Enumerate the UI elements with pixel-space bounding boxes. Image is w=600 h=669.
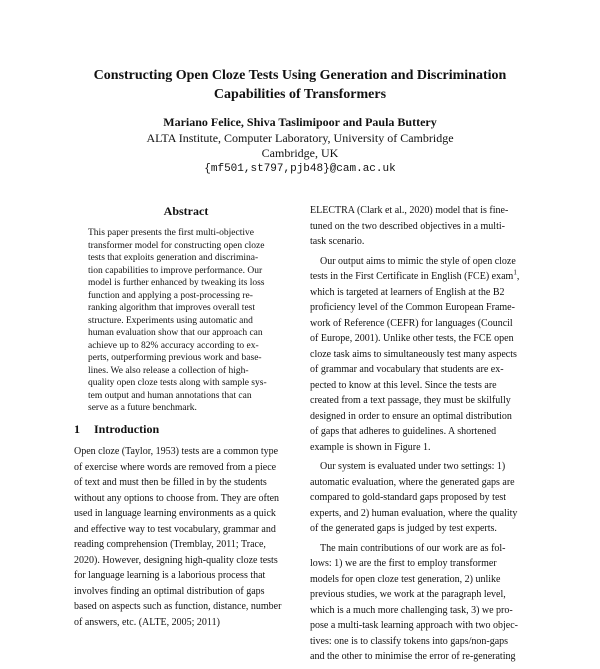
body-line: and effective way to test vocabulary, grammar and [74,523,276,535]
body-line: proficiency level of the Common European Frame- [310,302,515,313]
body-line: Our system is evaluated under two settings: 1) [320,461,506,472]
body-line: which is a much more challenging task, 3) we pro- [310,604,513,616]
body-line: models for open cloze test generation, 2) unlike [310,573,501,585]
paper-title [40,66,560,104]
body-line: compared to gold-standard gaps proposed by test [310,492,507,503]
abstract-line: ranking algorithm that improves overall test [88,303,256,313]
title-line: Capabilities of Transformers [213,87,387,102]
body-line: based on aspects such as function, distance, number [74,601,282,612]
right-column-body [310,203,534,669]
body-line: designed in order to ensure an optimal distribution [310,410,512,422]
body-line: of the generated gaps is judged by test experts. [310,523,497,534]
abstract-line: function and applying a post-processing re- [88,290,253,301]
author-block [40,115,560,177]
body-line: which is targeted at learners of English at the B2 [310,286,505,298]
body-line: cloze task aims to simultaneously test many aspects [310,348,517,360]
abstract-line: quality open cloze tests along with sample sys- [88,378,267,388]
body-line: automatic evaluation, where the generated gaps are [310,476,515,488]
abstract-line: tion capabilities to improve performance. Our [88,265,263,276]
body-line: of gaps that adheres to guidelines. A shortened [310,426,497,437]
body-line: of text and must then be filled in by the students [74,477,267,488]
affiliation-line: ALTA Institute, Computer Laboratory, University of Cambridge [146,130,454,145]
abstract-line: tests that exploits generation and discrimina- [88,253,259,263]
section-heading-introduction [74,422,159,437]
body-line: ELECTRA (Clark et al., 2020) model that is fine- [310,205,509,216]
abstract-line: transformer model for constructing open cloze [88,240,265,251]
body-line: created from a text passage, they must be skilfully [310,395,511,406]
body-line: experts, and 2) human evaluation, where the quality [310,507,518,519]
paragraph [310,541,534,665]
abstract-heading: Abstract [163,204,209,218]
body-text: tests in the First Certificate in English (FCE) exam [310,271,514,282]
body-line: used in language learning environments as a quick [74,508,276,519]
body-line: and the other to minimise the error of re-generating [310,651,516,662]
body-line: The main contributions of our work are as fol- [320,542,506,554]
body-line-with-footnote [310,269,534,285]
body-line: pose a multi-task learning approach with two objec- [310,620,518,631]
abstract-line: human evaluation show that our approach can [88,328,263,338]
abstract-line: model is further enhanced by tweaking its loss [88,278,265,288]
title-line: Constructing Open Cloze Tests Using Generation and Discrimination [93,68,507,83]
body-line: pected to know at this level. Since the tests are [310,379,497,391]
author-names: Mariano Felice, Shiva Taslimipoor and Paula Buttery [163,115,437,129]
paragraph [310,459,534,537]
paragraph [310,203,534,250]
body-line: reading comprehension (Tremblay, 2011; Trace, [74,539,266,550]
abstract-line: perts, outperforming previous work and base- [88,353,262,363]
body-line: work of Reference (CEFR) for languages (Council [310,317,513,329]
body-line: without any options to choose from. They are often [74,492,280,504]
abstract-line: lines. We also release a collection of high- [88,365,249,376]
body-line: task scenario. [310,236,365,247]
body-line: previous studies, we work at the paragraph level, [310,589,506,600]
author-emails: {mf501,st797,pjb48}@cam.ac.uk [204,162,396,175]
body-line: tives: one is to classify tokens into gaps/non-gaps [310,635,509,647]
abstract-line: This paper presents the first multi-objective [88,228,254,238]
body-line: involves finding an optimal distribution of gaps [74,585,265,597]
abstract-line: achieve up to 82% accuracy according to ex- [88,340,259,351]
paragraph [310,254,534,456]
body-line: 2020). However, designing high-quality cloze tests [74,554,278,566]
body-line: Open cloze (Taylor, 1953) tests are a common type [74,446,279,457]
body-line: of answers, etc. (ALTE, 2005; 2011) [74,616,220,628]
footnote-marker[interactable]: 1 [513,268,517,277]
body-line: of Europe, 2001). Unlike other tests, the FCE open [310,333,514,344]
body-line: of grammar and vocabulary that students are ex- [310,364,504,375]
body-line: for language learning is a laborious process that [74,570,266,581]
body-line: example is shown in Figure 1. [310,441,431,453]
section-title: Introduction [94,422,160,436]
abstract-line: structure. Experiments using automatic and [88,315,253,326]
introduction-body [74,444,298,630]
body-line: of exercise where words are removed from a piece [74,461,277,473]
body-line: lows: 1) we are the first to employ transformer [310,558,497,569]
abstract-line: tem output and human annotations that can [88,390,252,401]
comma: , [516,271,520,282]
abstract-body [88,227,284,415]
abstract-line: serve as a future benchmark. [88,403,197,413]
section-number: 1 [74,422,80,436]
body-line: tuned on the two described objectives in a multi- [310,220,505,232]
affiliation-line: Cambridge, UK [261,146,339,160]
body-line: Our output aims to mimic the style of open cloze [320,255,516,267]
